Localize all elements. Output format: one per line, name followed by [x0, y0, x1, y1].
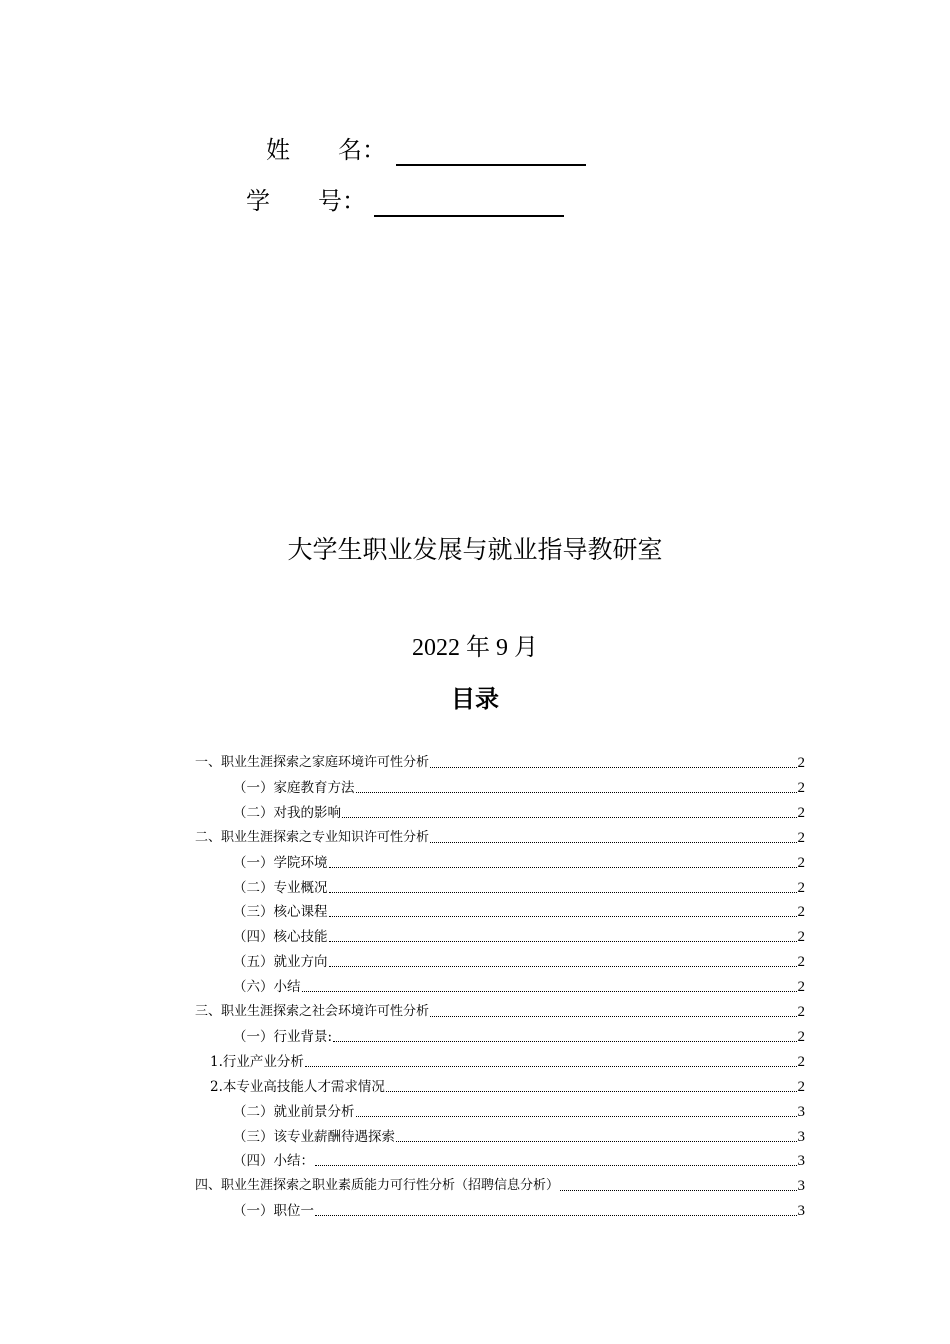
toc-entry[interactable]	[233, 848, 805, 872]
toc-entry-title: （五）就业方向	[233, 954, 328, 971]
toc-entry[interactable]	[233, 873, 805, 897]
toc-entry-title: 四、职业生涯探索之职业素质能力可行性分析（招聘信息分析）	[195, 1178, 560, 1194]
toc-entry-title: （二）就业前景分析	[233, 1103, 355, 1120]
toc-dot-leader	[386, 1091, 797, 1092]
toc-entry-page: 2	[797, 979, 805, 996]
organization-name: 大学生职业发展与就业指导教研室	[287, 535, 663, 564]
toc-entry[interactable]	[195, 1171, 805, 1195]
toc-entry-title: 一、职业生涯探索之家庭环境许可性分析	[195, 755, 430, 770]
toc-entry[interactable]	[195, 823, 805, 847]
toc-entry-title: 2.本专业高技能人才需求情况	[210, 1078, 385, 1095]
toc-dot-leader	[396, 1141, 797, 1142]
toc-entry-page: 2	[797, 879, 805, 896]
toc-entry[interactable]	[210, 1072, 805, 1096]
toc-dot-leader	[430, 1016, 796, 1017]
toc-entry-title: （四）小结：	[233, 1153, 314, 1170]
toc-entry[interactable]	[233, 1196, 805, 1220]
toc-entry-title: 1.行业产业分析	[210, 1053, 304, 1070]
toc-dot-leader	[356, 792, 797, 793]
toc-entry-title: （一）职位一	[233, 1203, 314, 1220]
toc-dot-leader	[329, 941, 797, 942]
toc-entry-title: （二）对我的影响	[233, 804, 341, 821]
toc-dot-leader	[305, 1066, 797, 1067]
toc-dot-leader	[315, 1215, 797, 1216]
toc-dot-leader	[329, 867, 797, 868]
toc-entry[interactable]	[233, 773, 805, 797]
toc-dot-leader	[329, 892, 797, 893]
toc-entry[interactable]	[233, 897, 805, 921]
toc-entry-page: 3	[797, 1178, 805, 1195]
toc-entry-title: （四）核心技能	[233, 929, 328, 946]
name-blank-line[interactable]	[396, 164, 586, 166]
student-id-blank-line[interactable]	[374, 215, 564, 217]
toc-entry[interactable]	[233, 1122, 805, 1146]
toc-entry[interactable]	[233, 972, 805, 996]
toc-entry[interactable]	[233, 947, 805, 971]
toc-entry-title: （一）学院环境	[233, 854, 328, 871]
toc-entry-page: 2	[797, 1004, 805, 1020]
toc-dot-leader	[329, 916, 797, 917]
toc-entry-page: 2	[797, 1053, 805, 1070]
toc-dot-leader	[302, 991, 797, 992]
toc-entry[interactable]	[233, 1097, 805, 1121]
toc-entry-page: 2	[797, 1078, 805, 1095]
toc-entry-page: 2	[797, 904, 805, 921]
toc-entry-page: 2	[797, 929, 805, 946]
toc-entry-title: （六）小结	[233, 979, 301, 996]
toc-dot-leader	[329, 966, 797, 967]
toc-entry[interactable]	[195, 997, 805, 1021]
toc-dot-leader	[560, 1190, 796, 1191]
toc-dot-leader	[430, 767, 796, 768]
toc-entry-page: 3	[797, 1128, 805, 1145]
toc-entry-page: 2	[797, 804, 805, 821]
toc-entry[interactable]	[233, 1146, 805, 1170]
toc-entry-page: 2	[797, 1028, 805, 1045]
toc-entry[interactable]	[233, 922, 805, 946]
document-date: 2022 年 9 月	[412, 635, 538, 661]
toc-entry-page: 3	[797, 1153, 805, 1170]
toc-entry-page: 3	[797, 1203, 805, 1220]
toc-entry-title: （二）专业概况	[233, 879, 328, 896]
toc-entry-title: （三）核心课程	[233, 904, 328, 921]
toc-entry-page: 3	[797, 1103, 805, 1120]
name-field[interactable]	[266, 134, 586, 166]
toc-entry-title: （一）家庭教育方法	[233, 779, 355, 796]
toc-entry-page: 2	[797, 755, 805, 771]
toc-dot-leader	[342, 817, 797, 818]
toc-entry[interactable]	[210, 1047, 805, 1071]
student-id-field[interactable]	[246, 185, 566, 217]
toc-entry-title: （三）该专业薪酬待遇探索	[233, 1128, 395, 1145]
toc-dot-leader	[430, 842, 796, 843]
toc-entry-title: 三、职业生涯探索之社会环境许可性分析	[195, 1004, 430, 1019]
toc-entry[interactable]	[233, 1022, 805, 1046]
name-label: 姓 名：	[266, 136, 386, 164]
toc-entry-page: 2	[797, 854, 805, 871]
toc-entry[interactable]	[233, 798, 805, 822]
toc-entry-page: 2	[797, 829, 805, 846]
toc-entry-page: 2	[797, 954, 805, 971]
toc-title: 目录	[451, 685, 499, 713]
toc-dot-leader	[333, 1041, 796, 1042]
toc-entry[interactable]	[195, 748, 805, 772]
toc-entry-title: （一）行业背景:	[233, 1028, 333, 1045]
toc-entry-page: 2	[797, 779, 805, 796]
toc-dot-leader	[315, 1165, 797, 1166]
student-id-label: 学 号：	[246, 187, 366, 215]
toc-entry-title: 二、职业生涯探索之专业知识许可性分析	[195, 829, 430, 845]
toc-dot-leader	[356, 1116, 797, 1117]
